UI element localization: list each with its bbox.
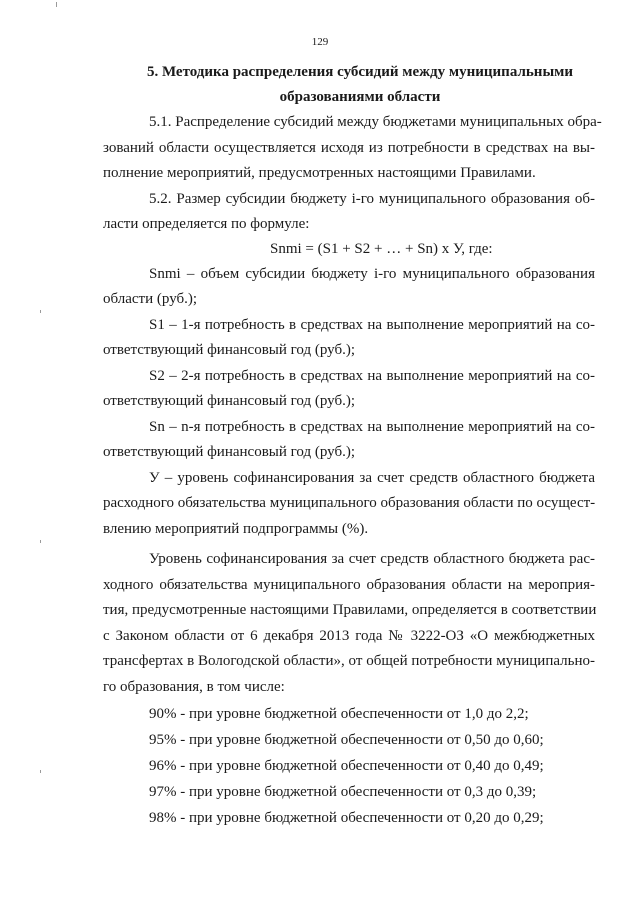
paragraph-5-2-line-1: 5.2. Размер субсидии бюджету i-го муниципального образования об- (149, 191, 595, 207)
list-item-98: 98% - при уровне бюджетной обеспеченности от 0,20 до 0,29; (149, 810, 544, 826)
paragraph-level-line-2: ходного обязательства муниципального образования области на мероприя- (103, 577, 595, 593)
paragraph-5-1-line-2: зований области осуществляется исходя из потребности в средствах на вы- (103, 140, 595, 156)
paragraph-level-line-5: трансфертах в Вологодской области», от общей потребности муниципально- (103, 653, 595, 669)
list-item-96: 96% - при уровне бюджетной обеспеченности от 0,40 до 0,49; (149, 758, 544, 774)
definition-s1-line-1: S1 – 1-я потребность в средствах на выполнение мероприятий на со- (149, 317, 595, 333)
definition-sn-line-2: ответствующий финансовый год (руб.); (103, 444, 356, 460)
definition-u-line-1: У – уровень софинансирования за счет средств областного бюджета (149, 470, 595, 486)
list-item-95: 95% - при уровне бюджетной обеспеченности от 0,50 до 0,60; (149, 732, 544, 748)
definition-snmi-line-2: области (руб.); (103, 291, 198, 307)
paragraph-5-1-line-3: полнение мероприятий, предусмотренных настоящими Правилами. (103, 165, 536, 181)
definition-snmi-line-1: Snmi – объем субсидии бюджету i-го муниципального образования (149, 266, 595, 282)
scan-speck (40, 310, 41, 313)
paragraph-5-2-line-2: ласти определяется по формуле: (103, 216, 310, 232)
page-number: 129 (311, 36, 329, 48)
section-heading-line-2: образованиями области (279, 89, 441, 105)
scan-speck (56, 2, 57, 7)
definition-s2-line-2: ответствующий финансовый год (руб.); (103, 393, 356, 409)
definition-s2-line-1: S2 – 2-я потребность в средствах на выполнение мероприятий на со- (149, 368, 595, 384)
list-item-90: 90% - при уровне бюджетной обеспеченности от 1,0 до 2,2; (149, 706, 529, 722)
definition-s1-line-2: ответствующий финансовый год (руб.); (103, 342, 356, 358)
scan-speck (40, 540, 41, 543)
paragraph-level-line-1: Уровень софинансирования за счет средств областного бюджета рас- (149, 551, 595, 567)
definition-u-line-2: расходного обязательства муниципального образования области по осущест- (103, 495, 596, 511)
section-heading-line-1: 5. Методика распределения субсидий между муниципальными (146, 64, 574, 80)
definition-sn-line-1: Sn – n-я потребность в средствах на выполнение мероприятий на со- (149, 419, 595, 435)
list-item-97: 97% - при уровне бюджетной обеспеченности от 0,3 до 0,39; (149, 784, 537, 800)
formula: Snmi = (S1 + S2 + … + Sn) х У, где: (270, 241, 493, 257)
paragraph-level-line-4: с Законом области от 6 декабря 2013 года № 3222-ОЗ «О межбюджетных (103, 628, 595, 644)
paragraph-5-1-line-1: 5.1. Распределение субсидий между бюджетами муниципальных обра- (149, 114, 602, 130)
paragraph-level-line-6: го образования, в том числе: (103, 679, 285, 695)
definition-u-line-3: влению мероприятий подпрограммы (%). (103, 521, 369, 537)
paragraph-level-line-3: тия, предусмотренные настоящими Правилами, определяется в соответствии (103, 602, 597, 618)
scan-speck (40, 770, 41, 773)
